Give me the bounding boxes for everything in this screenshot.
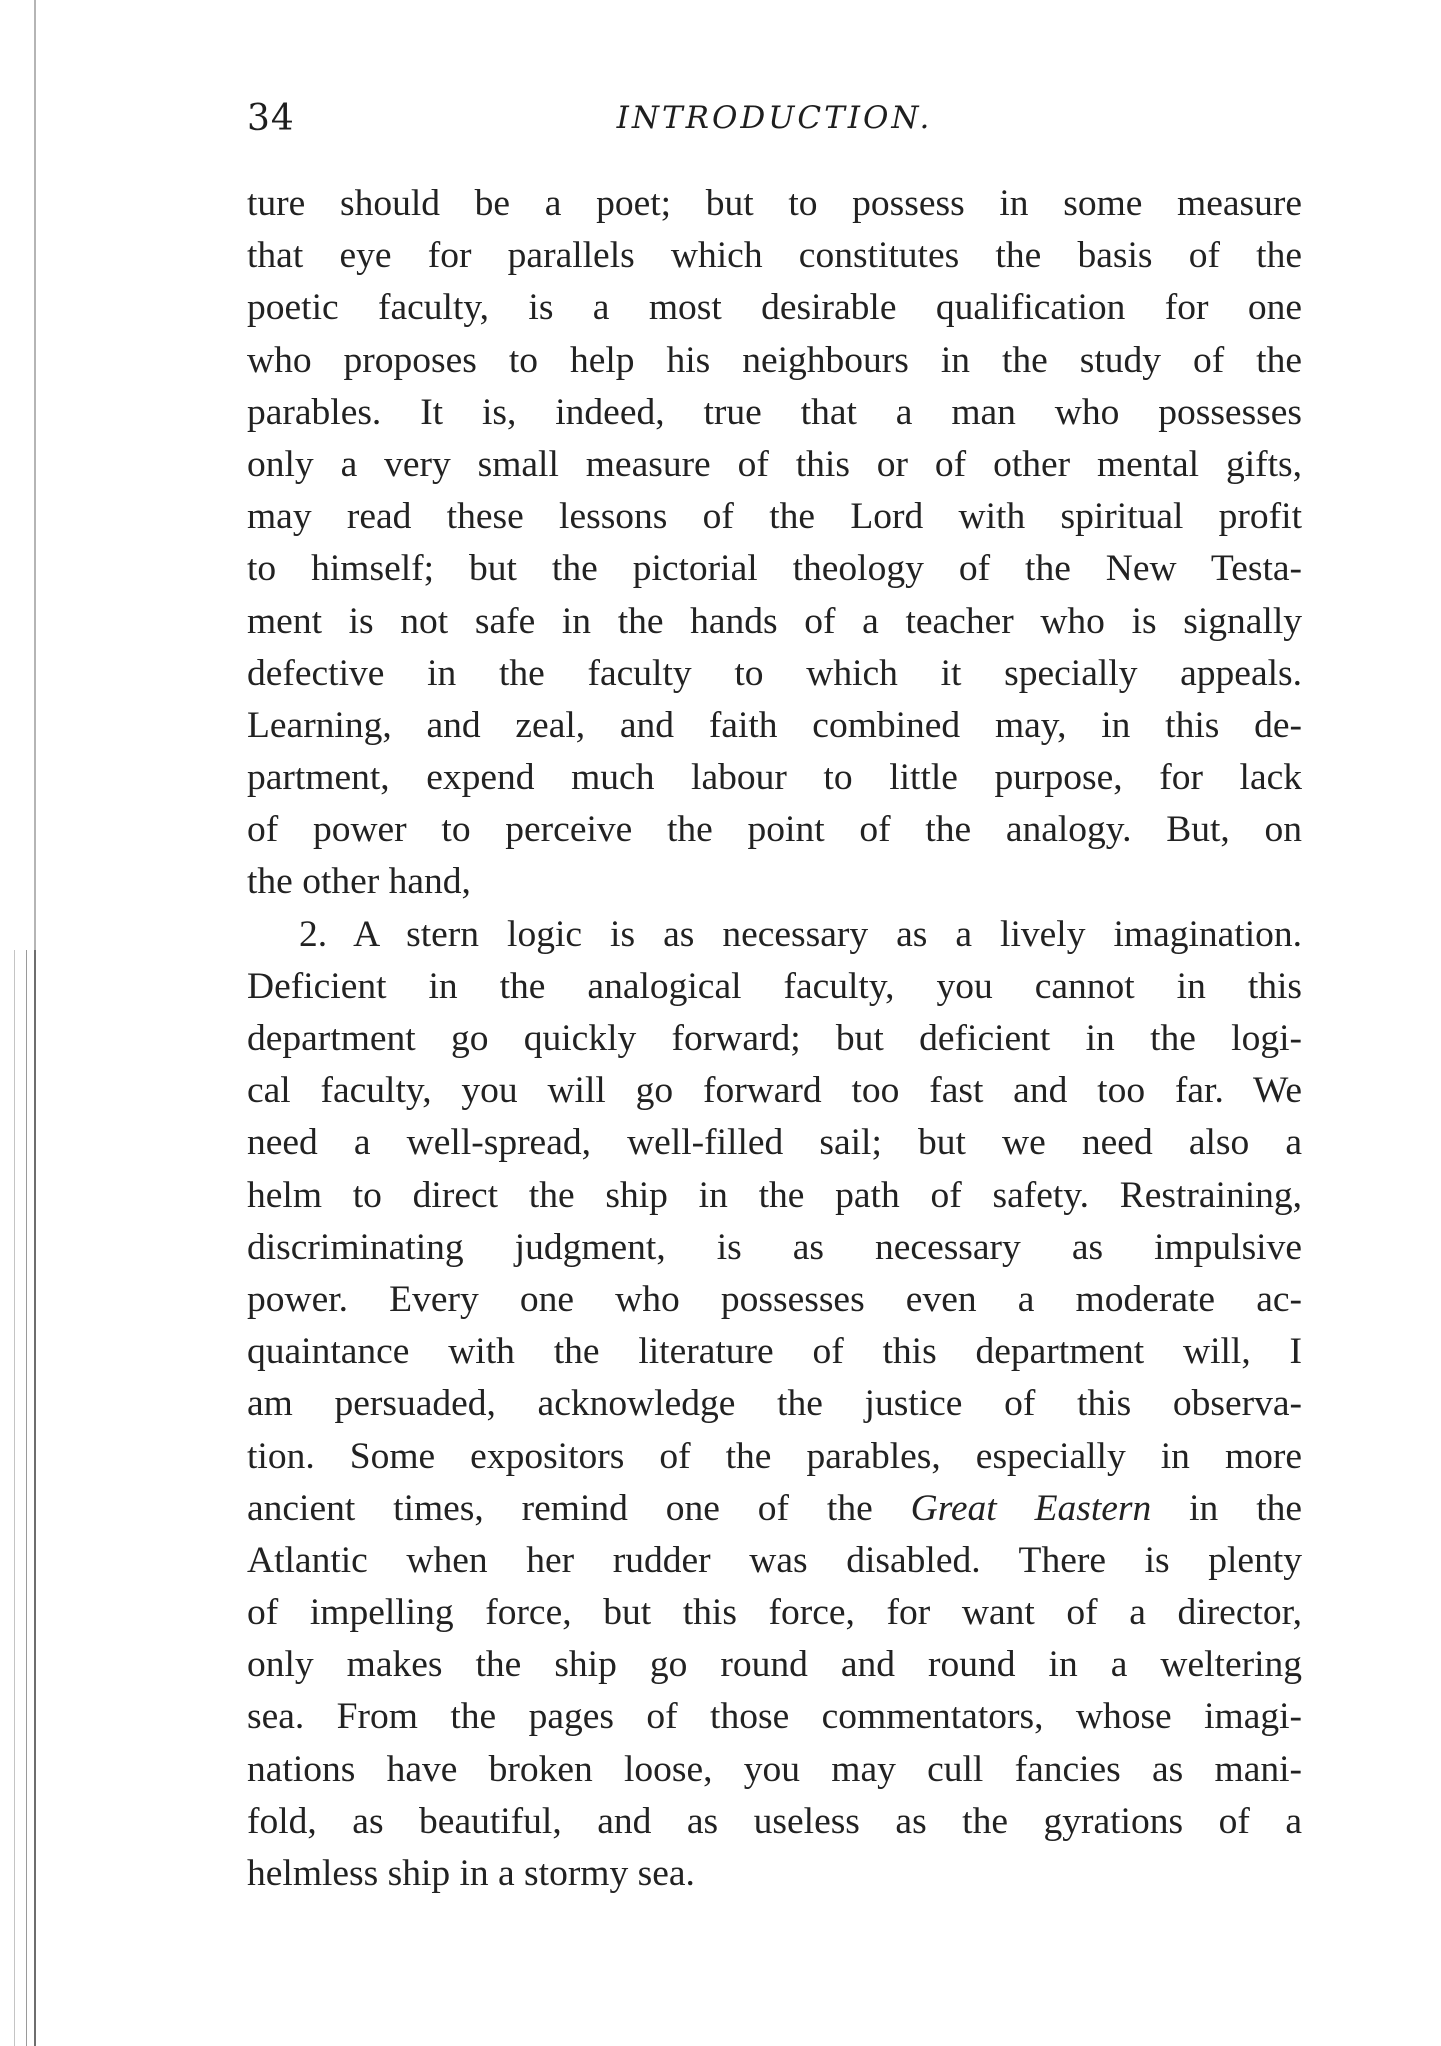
text-line: that eye for parallels which constitutes the basis of the — [247, 235, 1302, 277]
text-line: of power to perceive the point of the analogy. But, on — [247, 809, 1302, 851]
text-line: who proposes to help his neighbours in the study of the — [247, 339, 1302, 381]
ship-name-italic: Great Eastern — [910, 1487, 1152, 1529]
text-line: power. Every one who possesses even a moderate ac- — [247, 1278, 1302, 1320]
text-line: ment is not safe in the hands of a teacher who is signally — [247, 600, 1302, 642]
text-line: of impelling force, but this force, for want of a director, — [247, 1592, 1302, 1634]
body-text — [247, 178, 1302, 1900]
text-line: may read these lessons of the Lord with spiritual profit — [247, 496, 1302, 538]
text-line: Atlantic when her rudder was disabled. There is plenty — [247, 1539, 1302, 1581]
text-line: department go quickly forward; but deficient in the logi- — [247, 1018, 1302, 1059]
text-line: tion. Some expositors of the parables, especially in more — [247, 1435, 1302, 1477]
text-line-with-italic — [247, 1483, 1302, 1535]
text-line: ture should be a poet; but to possess in some measure — [247, 183, 1302, 224]
text-line: Learning, and zeal, and faith combined may, in this de- — [247, 704, 1302, 746]
page-edge-line — [26, 950, 27, 2046]
text-segment: ancient times, remind one of the — [247, 1487, 873, 1529]
paragraph-start-line: 2. A stern logic is as necessary as a lively imagination. — [299, 913, 1302, 955]
text-line: am persuaded, acknowledge the justice of this observa- — [247, 1383, 1302, 1425]
text-line: sea. From the pages of those commentators, whose imagi- — [247, 1696, 1302, 1738]
text-line: the other hand, — [247, 861, 471, 903]
text-segment: in the — [1189, 1487, 1302, 1529]
text-line: quaintance with the literature of this department will, I — [247, 1331, 1302, 1373]
text-line: need a well-spread, well-filled sail; but we need also a — [247, 1122, 1302, 1164]
text-line: discriminating judgment, is as necessary as impulsive — [247, 1226, 1302, 1268]
text-line: parables. It is, indeed, true that a man who possesses — [247, 391, 1302, 433]
page-edge-line — [34, 950, 36, 2046]
text-line: defective in the faculty to which it specially appeals. — [247, 652, 1302, 694]
text-line: fold, as beautiful, and as useless as the gyrations of a — [247, 1800, 1302, 1842]
text-line: poetic faculty, is a most desirable qualification for one — [247, 287, 1302, 329]
page-edge-line — [14, 950, 15, 2046]
text-line: helmless ship in a stormy sea. — [247, 1853, 695, 1894]
text-line: Deficient in the analogical faculty, you cannot in this — [247, 965, 1302, 1007]
text-line: to himself; but the pictorial theology of the New Testa- — [247, 548, 1302, 590]
text-line: cal faculty, you will go forward too fast and too far. We — [247, 1070, 1302, 1112]
text-line: nations have broken loose, you may cull fancies as mani- — [247, 1748, 1302, 1790]
page-header — [247, 98, 1302, 148]
text-line: only makes the ship go round and round in a weltering — [247, 1644, 1302, 1686]
text-line: only a very small measure of this or of other mental gifts, — [247, 443, 1302, 485]
page-number: 34 — [247, 98, 295, 139]
text-line: partment, expend much labour to little purpose, for lack — [247, 757, 1302, 799]
text-line: helm to direct the ship in the path of safety. Restraining, — [247, 1174, 1302, 1216]
running-head: INTRODUCTION. — [616, 100, 933, 136]
